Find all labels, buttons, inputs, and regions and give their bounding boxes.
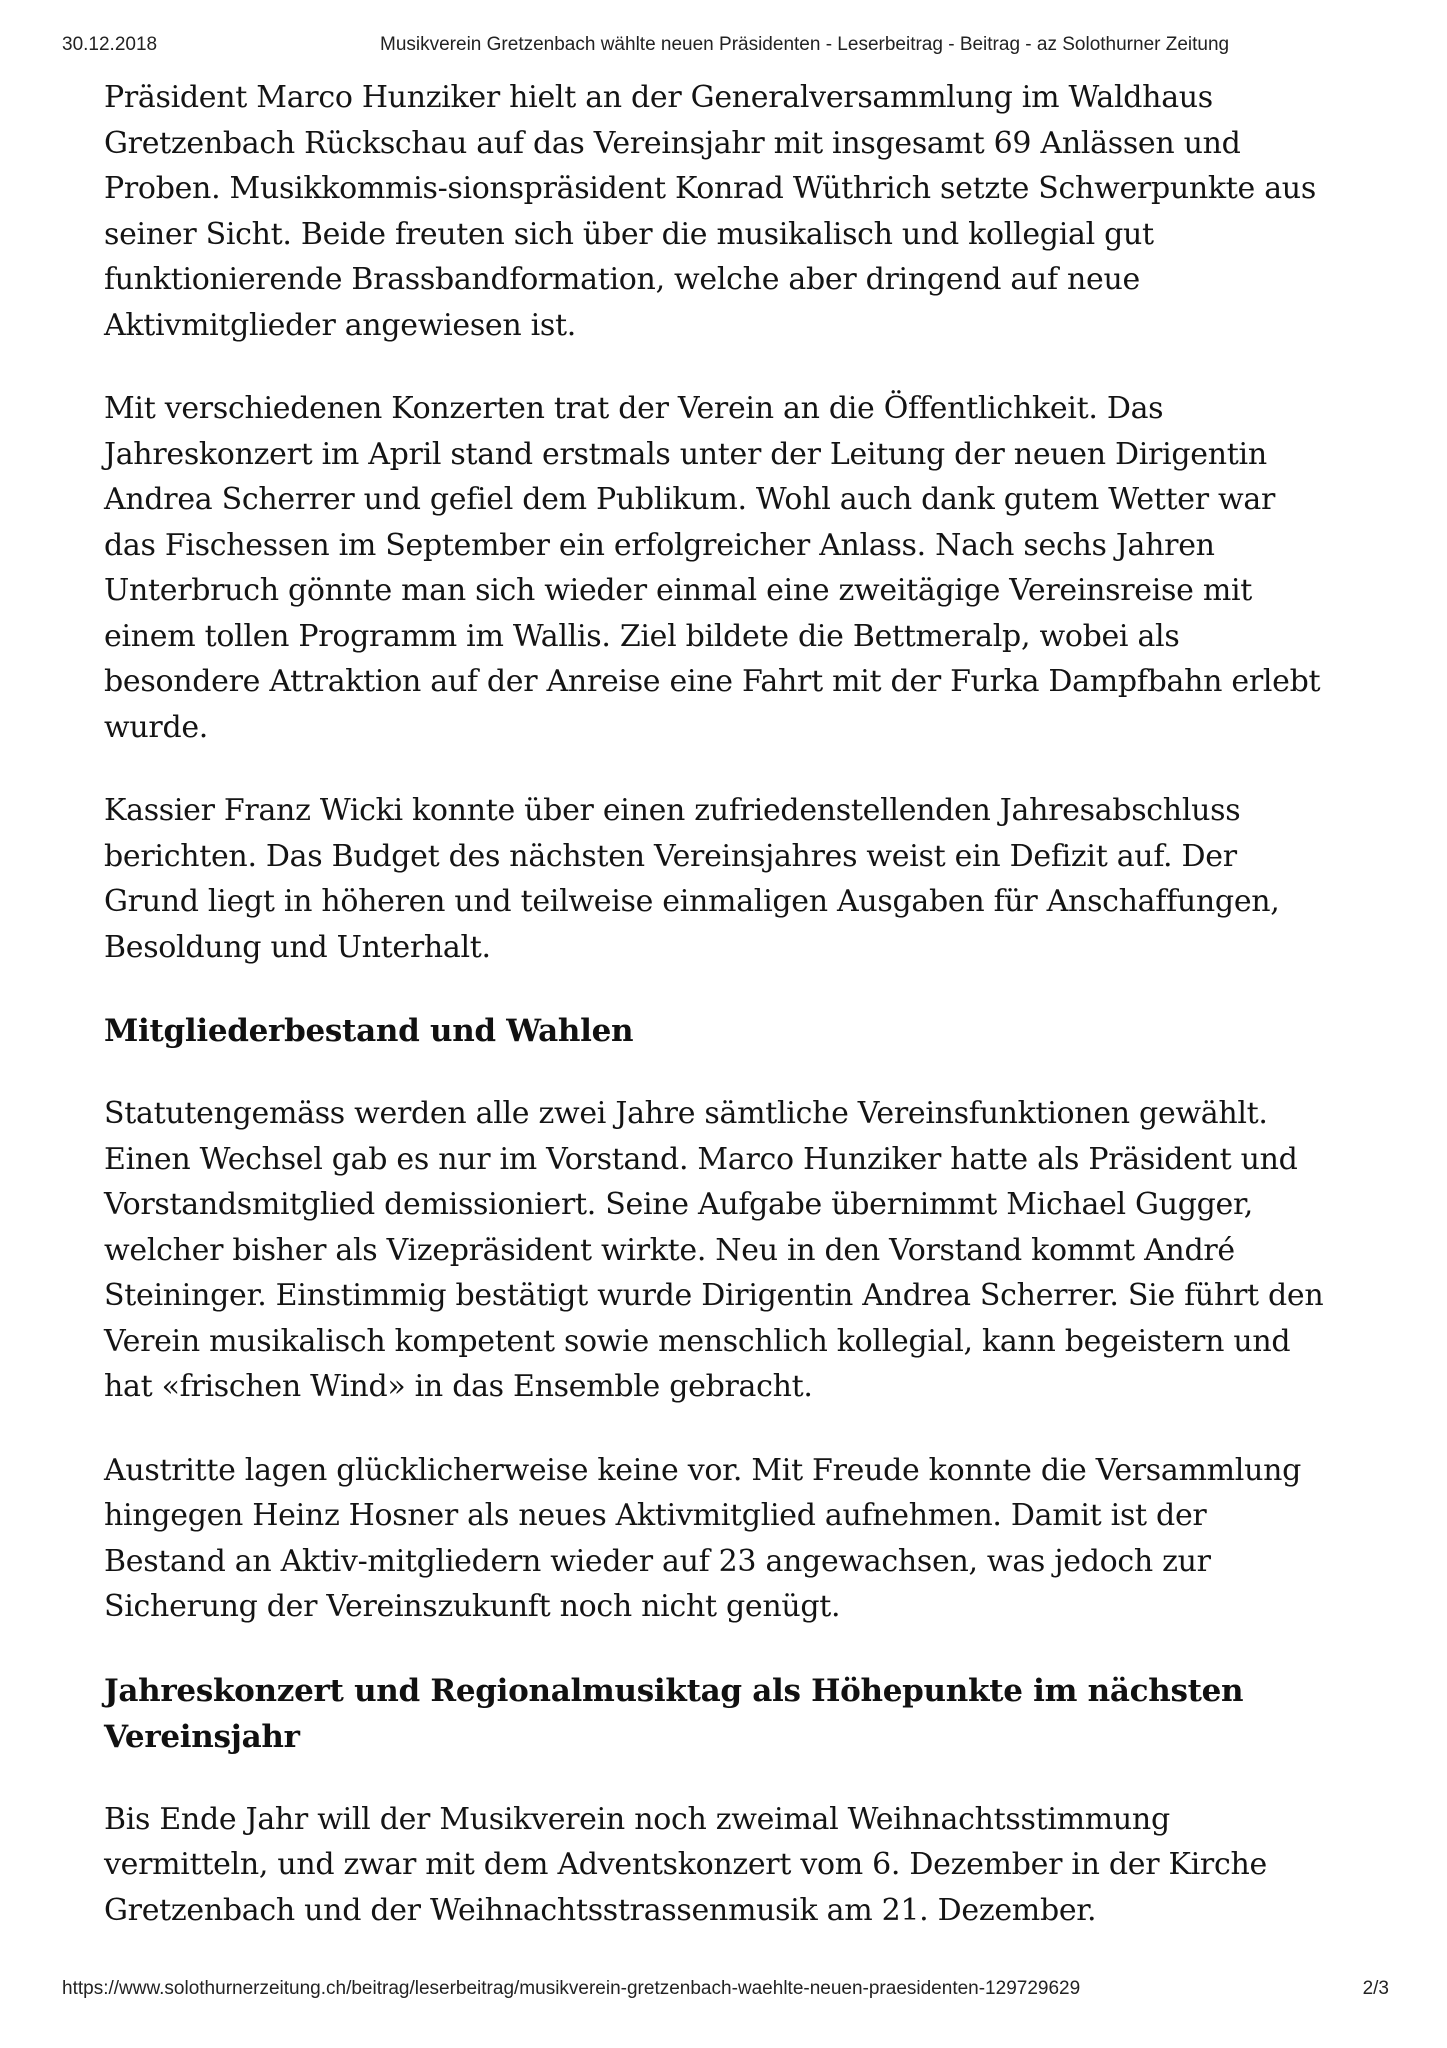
text-line: seiner Sicht. Beide freuten sich über die musikalisch und kollegial gut [104, 216, 1154, 252]
print-url: https://www.solothurnerzeitung.ch/beitrag/leserbeitrag/musikverein-gretzenbach-waehlte-neuen-praesidenten-129729629 [62, 1978, 1081, 1999]
print-footer [0, 1978, 1447, 2002]
heading-members-elections: Mitgliederbestand und Wahlen [104, 1013, 634, 1049]
paragraph-concerts [104, 386, 1364, 750]
text-line: vermitteln, und zwar mit dem Adventskonzert vom 6. Dezember in der Kirche [104, 1847, 1267, 1882]
paragraph-finances [104, 788, 1364, 970]
text-line: Präsident Marco Hunziker hielt an der Generalversammlung im Waldhaus [104, 80, 1213, 115]
text-line: das Fischessen im September ein erfolgreicher Anlass. Nach sechs Jahren [104, 527, 1215, 563]
text-line: funktionierende Brassbandformation, welche aber dringend auf neue [104, 262, 1140, 297]
text-line: Andrea Scherrer und gefiel dem Publikum. Wohl auch dank gutem Wetter war [104, 482, 1276, 517]
print-page-title: Musikverein Gretzenbach wählte neuen Präsidenten - Leserbeitrag - Beitrag - az Solothurner Zeitung [380, 34, 1230, 55]
text-line: Austritte lagen glücklicherweise keine vor. Mit Freude konnte die Versammlung [104, 1452, 1302, 1488]
text-line: hat «frischen Wind» in das Ensemble gebracht. [104, 1369, 813, 1404]
text-line: Sicherung der Vereinszukunft noch nicht genügt. [104, 1589, 841, 1624]
text-line: hingegen Heinz Hosner als neues Aktivmitglied aufnehmen. Damit ist der [104, 1498, 1207, 1533]
text-line: Steininger. Einstimmig bestätigt wurde Dirigentin Andrea Scherrer. Sie führt den [104, 1278, 1324, 1313]
text-line: besondere Attraktion auf der Anreise eine Fahrt mit der Furka Dampfbahn erlebt [104, 664, 1321, 699]
text-line: Jahreskonzert im April stand erstmals unter der Leitung der neuen Dirigentin [104, 436, 1267, 472]
text-line: Bis Ende Jahr will der Musikverein noch zweimal Weihnachtsstimmung [104, 1801, 1170, 1837]
text-line: Mit verschiedenen Konzerten trat der Verein an die Öffentlichkeit. Das [104, 391, 1164, 426]
page-number: 2/3 [1362, 1978, 1389, 1999]
print-date: 30.12.2018 [62, 34, 158, 55]
heading-line: Vereinsjahr [104, 1718, 300, 1755]
paragraph-elections [104, 1091, 1364, 1410]
paragraph-membership [104, 1448, 1364, 1630]
text-line: Verein musikalisch kompetent sowie menschlich kollegial, kann begeistern und [104, 1323, 1291, 1359]
paragraph-christmas [104, 1797, 1364, 1934]
text-line: Aktivmitglieder angewiesen ist. [104, 307, 577, 343]
heading-highlights [104, 1668, 1364, 1760]
text-line: Besoldung und Unterhalt. [104, 929, 491, 965]
text-line: Gretzenbach Rückschau auf das Vereinsjahr mit insgesamt 69 Anlässen und [104, 125, 1241, 161]
text-line: einem tollen Programm im Wallis. Ziel bildete die Bettmeralp, wobei als [104, 618, 1180, 654]
text-line: Gretzenbach und der Weihnachtsstrassenmusik am 21. Dezember. [104, 1892, 1097, 1928]
article-body [104, 75, 1364, 1971]
text-line: wurde. [104, 709, 209, 745]
text-line: Kassier Franz Wicki konnte über einen zufriedenstellenden Jahresabschluss [104, 793, 1241, 828]
text-line: Grund liegt in höheren und teilweise einmaligen Ausgaben für Anschaffungen, [104, 884, 1280, 919]
paragraph-review [104, 75, 1364, 348]
text-line: Einen Wechsel gab es nur im Vorstand. Marco Hunziker hatte als Präsident und [104, 1141, 1298, 1177]
heading-line: Jahreskonzert und Regionalmusiktag als Höhepunkte im nächsten [104, 1672, 1244, 1709]
text-line: Statutengemäss werden alle zwei Jahre sämtliche Vereinsfunktionen gewählt. [104, 1096, 1268, 1131]
text-line: welcher bisher als Vizepräsident wirkte. Neu in den Vorstand kommt André [104, 1232, 1235, 1268]
text-line: Proben. Musikkommis-sionspräsident Konrad Wüthrich setzte Schwerpunkte aus [104, 171, 1316, 206]
text-line: Bestand an Aktiv-mitgliedern wieder auf 23 angewachsen, was jedoch zur [104, 1543, 1211, 1579]
text-line: Vorstandsmitglied demissioniert. Seine Aufgabe übernimmt Michael Gugger, [104, 1187, 1253, 1222]
print-header [0, 34, 1447, 58]
text-line: Unterbruch gönnte man sich wieder einmal eine zweitägige Vereinsreise mit [104, 573, 1253, 608]
text-line: berichten. Das Budget des nächsten Vereinsjahres weist ein Defizit auf. Der [104, 838, 1237, 874]
